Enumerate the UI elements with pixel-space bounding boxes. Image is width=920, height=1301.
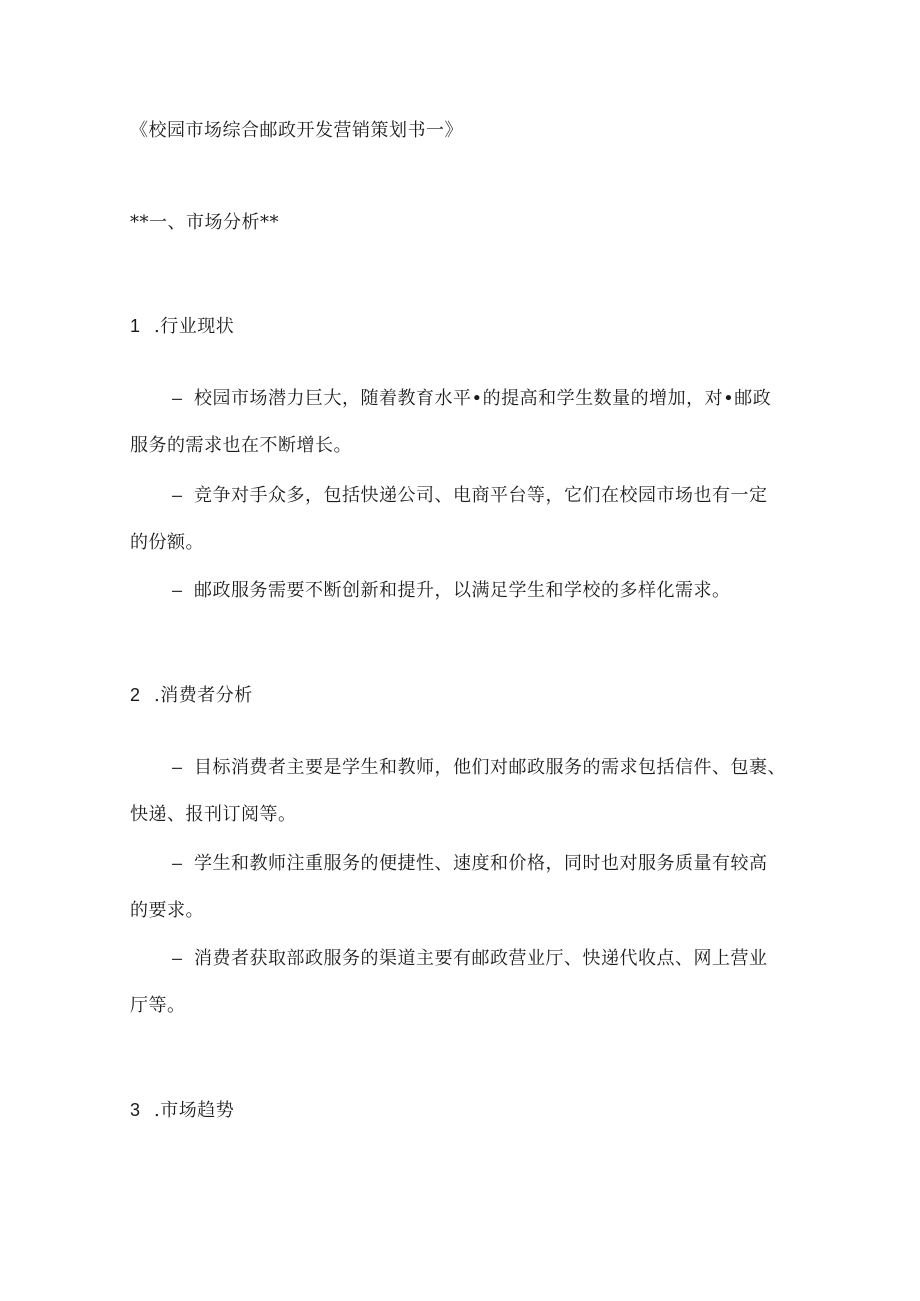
bullet-text: 目标消费者主要是学生和教师，他们对邮政服务的需求包括信件、包裹、 — [194, 757, 786, 778]
subsection-heading-2 — [130, 683, 253, 708]
dash-marker: – — [172, 580, 183, 600]
subsection-heading-1 — [130, 314, 234, 339]
dash-marker: – — [172, 948, 183, 968]
bullet-text: 消费者获取部政服务的渠道主要有邮政营业厅、快递代收点、网上营业 — [194, 948, 768, 969]
bullet-continuation: 快递、报刊订阅等。 — [130, 804, 297, 825]
bullet-continuation: 厅等。 — [130, 995, 186, 1016]
dash-marker: – — [172, 853, 183, 873]
bullet-item — [172, 483, 768, 508]
subsection-label: .消费者分析 — [154, 685, 253, 706]
subsection-label: .市场趋势 — [154, 1100, 235, 1121]
dash-marker: – — [172, 485, 183, 505]
dash-marker: – — [172, 388, 183, 408]
bullet-item — [172, 578, 731, 603]
subsection-number: 3 — [130, 1100, 141, 1120]
bullet-item — [172, 946, 768, 971]
bullet-text: 学生和教师注重服务的便捷性、速度和价格，同时也对服务质量有较高 — [194, 853, 768, 874]
bullet-text: 校园市场潜力巨大，随着教育水平•的提高和学生数量的增加，对•邮政 — [194, 388, 772, 409]
dash-marker: – — [172, 757, 183, 777]
bullet-continuation: 服务的需求也在不断增长。 — [130, 435, 352, 456]
bullet-text: 邮政服务需要不断创新和提升，以满足学生和学校的多样化需求。 — [194, 580, 731, 601]
section-heading: **一、市场分析** — [130, 212, 279, 233]
subsection-label: .行业现状 — [154, 316, 235, 337]
document-title: 《校园市场综合邮政开发营销策划书一》 — [130, 120, 463, 141]
subsection-heading-3 — [130, 1098, 234, 1123]
bullet-continuation: 的份额。 — [130, 532, 204, 553]
subsection-number: 1 — [130, 316, 141, 336]
bullet-text: 竞争对手众多，包括快递公司、电商平台等，它们在校园市场也有一定 — [194, 485, 768, 506]
bullet-item — [172, 755, 786, 780]
bullet-item — [172, 851, 768, 876]
bullet-continuation: 的要求。 — [130, 900, 204, 921]
subsection-number: 2 — [130, 685, 141, 705]
bullet-item — [172, 386, 771, 411]
